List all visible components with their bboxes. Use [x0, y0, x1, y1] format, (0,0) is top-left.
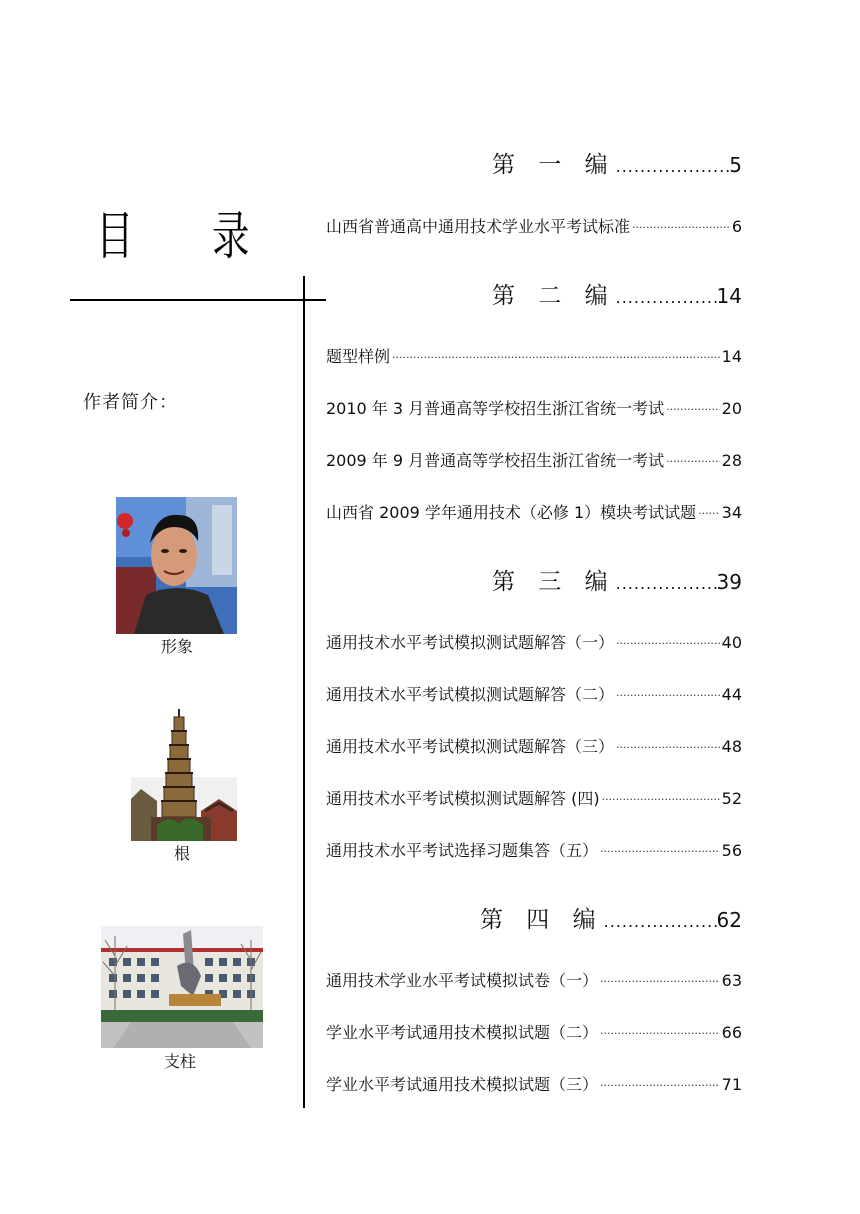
entry-title: 山西省 2009 学年通用技术（必修 1）模块考试试题	[326, 503, 697, 522]
part-page: 5	[729, 153, 742, 177]
part-title: 第 二 编	[492, 283, 616, 309]
entry-title: 山西省普通高中通用技术学业水平考试标准	[326, 217, 631, 236]
entry-title: 通用技术水平考试模拟测试题解答（三）	[326, 737, 615, 756]
dot-leader	[604, 912, 717, 931]
entry-title: 学业水平考试通用技术模拟试题（二）	[326, 1023, 599, 1042]
entry-title: 题型样例	[326, 347, 391, 366]
part-page: 62	[716, 908, 742, 932]
toc-entry[interactable]	[326, 214, 742, 237]
dot-leader	[600, 845, 720, 858]
author-intro-label: 作者简介：	[83, 392, 178, 413]
author-portrait-photo	[116, 497, 237, 634]
toc-part-3[interactable]	[492, 563, 742, 596]
part-title: 第 一 编	[492, 152, 616, 178]
toc-entry[interactable]	[326, 786, 742, 809]
entry-page: 48	[721, 737, 742, 756]
entry-page: 6	[731, 217, 742, 236]
entry-title: 通用技术水平考试模拟测试题解答 (四)	[326, 789, 600, 808]
entry-page: 28	[721, 451, 742, 470]
dot-leader	[602, 793, 720, 806]
entry-page: 71	[721, 1075, 742, 1094]
dot-leader	[600, 1079, 720, 1092]
toc-part-1[interactable]	[492, 146, 742, 179]
toc-entry[interactable]	[326, 344, 742, 367]
toc-part-2[interactable]	[492, 277, 742, 310]
entry-title: 2009 年 9 月普通高等学校招生浙江省统一考试	[326, 451, 665, 470]
entry-page: 56	[721, 841, 742, 860]
pagoda-photo	[131, 707, 237, 841]
entry-page: 14	[721, 347, 742, 366]
entry-title: 通用技术水平考试模拟测试题解答（二）	[326, 685, 615, 704]
entry-page: 44	[721, 685, 742, 704]
toc-entry[interactable]	[326, 734, 742, 757]
dot-leader	[666, 403, 719, 416]
dot-leader	[600, 1027, 720, 1040]
part-page: 14	[716, 284, 742, 308]
entry-title: 通用技术水平考试模拟测试题解答（一）	[326, 633, 615, 652]
dot-leader	[698, 507, 719, 520]
entry-page: 52	[721, 789, 742, 808]
part-page: 39	[716, 570, 742, 594]
dot-leader	[666, 455, 719, 468]
toc-entry[interactable]	[326, 1020, 742, 1043]
entry-title: 通用技术水平考试选择习题集答（五）	[326, 841, 599, 860]
dot-leader	[616, 157, 730, 176]
entry-page: 20	[721, 399, 742, 418]
toc-entry[interactable]	[326, 1072, 742, 1095]
part-title: 第 四 编	[480, 907, 604, 933]
entry-title: 2010 年 3 月普通高等学校招生浙江省统一考试	[326, 399, 665, 418]
portrait-caption: 形象	[147, 635, 207, 659]
dot-leader	[616, 574, 717, 593]
heading-char-lu: 录	[212, 207, 250, 267]
dot-leader	[616, 741, 720, 754]
dot-leader	[616, 637, 720, 650]
entry-title: 通用技术学业水平考试模拟试卷（一）	[326, 971, 599, 990]
school-caption: 支柱	[140, 1049, 220, 1075]
toc-entry[interactable]	[326, 630, 742, 653]
toc-part-4[interactable]	[480, 901, 742, 934]
heading-char-mu: 目	[96, 207, 134, 267]
column-divider	[303, 276, 305, 1108]
heading-underline	[70, 299, 326, 301]
toc-entry[interactable]	[326, 396, 742, 419]
entry-page: 34	[721, 503, 742, 522]
toc-entry[interactable]	[326, 500, 742, 523]
entry-title: 学业水平考试通用技术模拟试题（三）	[326, 1075, 599, 1094]
dot-leader	[632, 221, 730, 234]
dot-leader	[392, 351, 720, 364]
dot-leader	[616, 689, 720, 702]
toc-entry[interactable]	[326, 968, 742, 991]
school-photo	[101, 926, 263, 1048]
toc-entry[interactable]	[326, 682, 742, 705]
entry-page: 66	[721, 1023, 742, 1042]
entry-page: 40	[721, 633, 742, 652]
entry-page: 63	[721, 971, 742, 990]
part-title: 第 三 编	[492, 569, 616, 595]
dot-leader	[616, 288, 717, 307]
pagoda-caption: 根	[160, 842, 204, 866]
toc-entry[interactable]	[326, 838, 742, 861]
dot-leader	[600, 975, 720, 988]
toc-entry[interactable]	[326, 448, 742, 471]
